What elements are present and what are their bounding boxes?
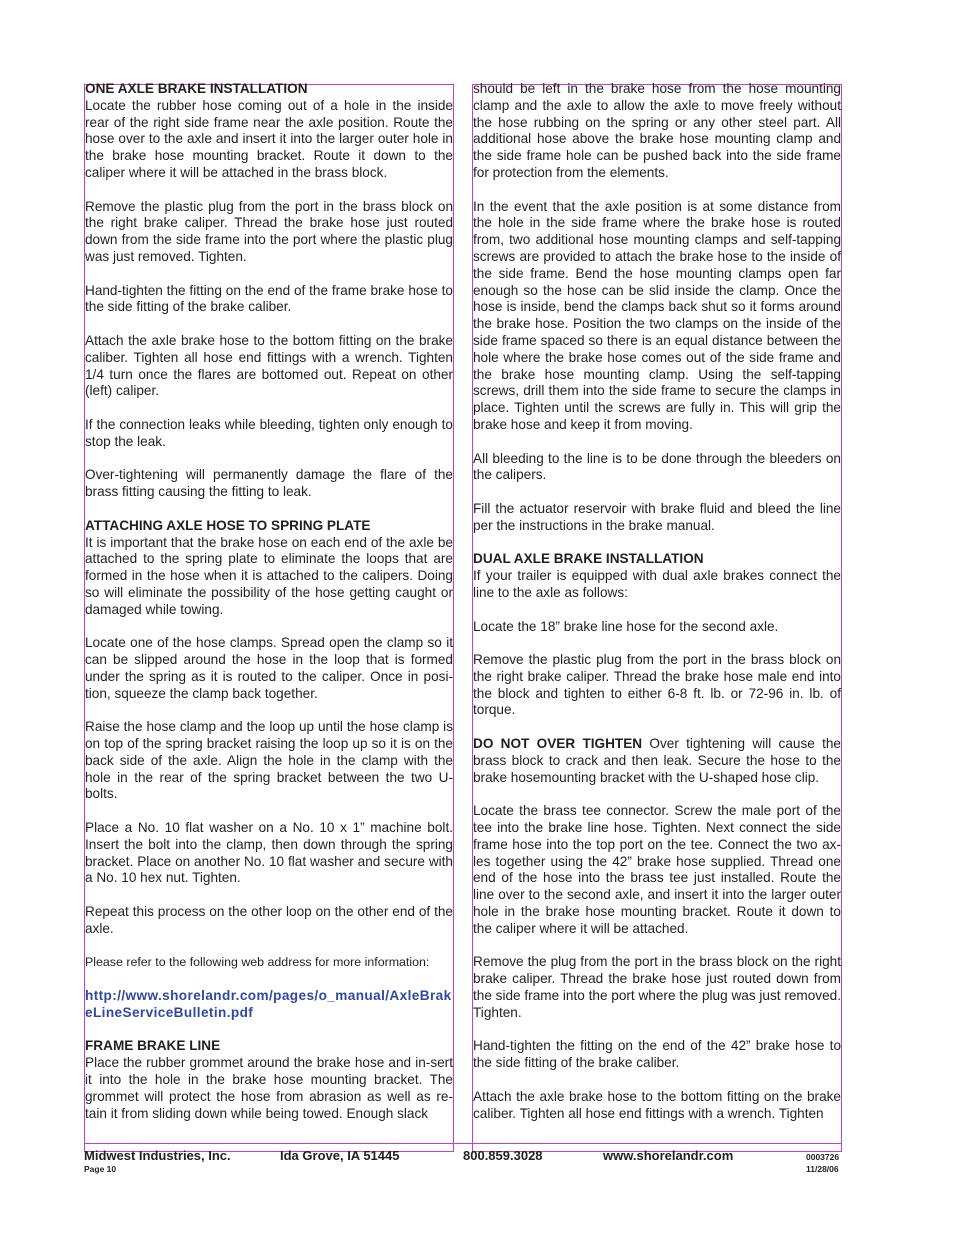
spring-plate-heading: ATTACHING AXLE HOSE TO SPRING PLATE <box>85 517 371 533</box>
paragraph: Place the rubber grommet around the brake hose and in-sert it into the hole in the brake hose mounting bracket. The grommet will protect the hose from abrasion as well as re-tain it from sliding down while being towed. Enough slack <box>85 1055 453 1121</box>
paragraph: Remove the plastic plug from the port in the brass block on the right brake caliper. Thread the brake hose just routed down from the side frame into the port where the plastic plug was just removed. Tighten. <box>85 198 453 264</box>
service-bulletin-link[interactable]: http://www.shorelandr.com/pages/o_manual/AxleBrakeLineServiceBulletin.pdf <box>85 988 452 1020</box>
paragraph: Attach the axle brake hose to the bottom fitting on the brake caliber. Tighten all hose end fittings with a wrench. Tighten 1/4 turn once the flares are bottomed out. Repeat on other (left) caliper. <box>85 332 453 399</box>
footer-city: Ida Grove, IA 51445 <box>280 1148 400 1163</box>
paragraph: should be left in the brake hose from the hose mounting clamp and the axle to allow the axle to move freely without the hose rubbing on the spring or any other steel part. All additional hose above the brake hose mounting clamp and the side frame hole can be pushed back into the side frame for protection from the elements. <box>473 81 841 180</box>
paragraph: Locate the rubber hose coming out of a hole in the inside rear of the right side frame near the axle position. Route the hose over to the axle and insert it into the larger outer hole in the brake hose mounting bracket. Route it down to the caliper where it will be attached in the brass block. <box>85 97 453 180</box>
warning-text: Over tightening will cause the brass block to crack and then leak. Secure the hose to the brake hosemounting bracket with the U-shaped hose clip. <box>473 736 841 785</box>
paragraph: Over-tightening will permanently damage the flare of the brass fitting causing the fitting to leak. <box>85 467 453 500</box>
footer-rule <box>84 1143 842 1144</box>
right-column <box>473 81 841 1122</box>
paragraph: Locate the brass tee connector. Screw the male port of the tee into the brake line hose. Tighten. Next connect the side frame hose into the top port on the tee. Connect the two ax-les together using the 42” brake hose supplied. Thread one end of the hose into the brass tee just installed. Route the line over to the second axle, and insert it into the larger outer hole in the brake hose mounting bracket. Route it down to the caliper where it will be attached. <box>473 803 841 936</box>
paragraph: Locate one of the hose clamps. Spread open the clamp so it can be slipped around the hose in the loop that is formed under the spring as it is routed to the caliper. Once in posi-tion, squeeze the clamp back together. <box>85 635 453 701</box>
one-axle-heading: ONE AXLE BRAKE INSTALLATION <box>85 81 308 96</box>
paragraph: Attach the axle brake hose to the bottom fitting on the brake caliber. Tighten all hose end fittings with a wrench. Tighten <box>473 1088 841 1121</box>
paragraph: Remove the plastic plug from the port in the brass block on the right brake caliper. Thread the brake hose male end into the block and tighten to either 6-8 ft. lb. or 72-96 in. lb. of torque. <box>473 652 841 718</box>
warning-paragraph <box>473 736 841 786</box>
footer-company: Midwest Industries, Inc. <box>84 1148 231 1163</box>
paragraph: Repeat this process on the other loop on the other end of the axle. <box>85 904 453 936</box>
footer-doc-number: 0003726 <box>806 1152 840 1162</box>
frame-brake-line-heading: FRAME BRAKE LINE <box>85 1038 221 1054</box>
paragraph: Fill the actuator reservoir with brake fluid and bleed the line per the instructions in the brake manual. <box>473 500 841 533</box>
paragraph: If your trailer is equipped with dual axle brakes connect the line to the axle as follows: <box>473 568 841 600</box>
refer-note: Please refer to the following web address for more information: <box>85 955 430 970</box>
warning-label: DO NOT OVER TIGHTEN <box>473 736 643 752</box>
paragraph: In the event that the axle position is at some distance from the hole in the side frame where the brake hose is routed from, two additional hose mounting clamps and self-tapping screws are provided to attach the brake hose to the inside of the side frame. Bend the hose mounting clamps open far enough so the hose can be slid inside the clamp. Once the hose is inside, bend the clamps back shut so it forms around the brake hose. Position the two clamps on the inside of the side frame spaced so there is an equal distance between the hole where the brake hose comes out of the side frame and the brake hose mounting clamp. Using the self-tapping screws, drill them into the side frame to secure the clamps in place. Tighten until the screws are fully in. This will grip the brake hose and keep it from moving. <box>473 198 841 432</box>
paragraph: Raise the hose clamp and the loop up until the hose clamp is on top of the spring bracket raising the loop up so it is on the back side of the axle. Align the hole in the clamp with the hole in the rear of the spring bracket between the two U-bolts. <box>85 719 453 802</box>
paragraph: Hand-tighten the fitting on the end of the 42” brake hose to the side fitting of the brake caliber. <box>473 1038 841 1071</box>
paragraph: If the connection leaks while bleeding, tighten only enough to stop the leak. <box>85 416 453 449</box>
paragraph: Remove the plug from the port in the brass block on the right brake caliper. Thread the brake hose just routed down from the side frame into the port where the plug was just removed. Tighten. <box>473 954 841 1020</box>
paragraph: It is important that the brake hose on each end of the axle be attached to the spring plate to eliminate the loops that are formed in the hose when it is attached to the calipers. Doing so will eliminate the possibility of the hose getting caught or damaged while towing. <box>85 534 453 617</box>
footer-date: 11/28/06 <box>806 1164 839 1174</box>
paragraph: All bleeding to the line is to be done through the bleeders on the calipers. <box>473 450 841 483</box>
paragraph: Hand-tighten the fitting on the end of the frame brake hose to the side fitting of the brake caliber. <box>85 282 453 315</box>
dual-axle-heading: DUAL AXLE BRAKE INSTALLATION <box>473 551 704 567</box>
left-column <box>85 81 453 1122</box>
paragraph: Locate the 18” brake line hose for the second axle. <box>473 618 779 634</box>
footer-website[interactable]: www.shorelandr.com <box>603 1148 734 1163</box>
footer-page-number: Page 10 <box>84 1164 117 1174</box>
paragraph: Place a No. 10 flat washer on a No. 10 x 1” machine bolt. Insert the bolt into the clamp, then down through the spring bracket. Place on another No. 10 flat washer and secure with a No. 10 hex nut. Tighten. <box>85 820 453 886</box>
footer-phone: 800.859.3028 <box>463 1148 543 1163</box>
